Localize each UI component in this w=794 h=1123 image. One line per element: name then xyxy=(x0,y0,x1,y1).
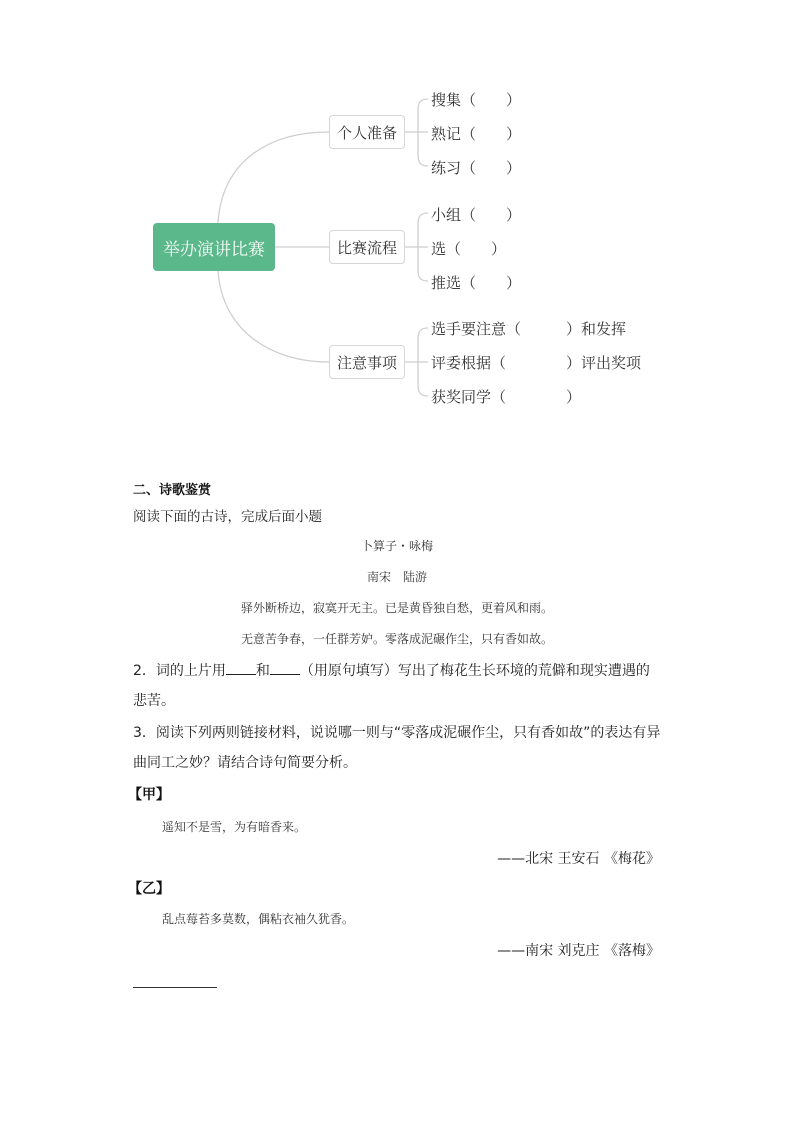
section-title: 二、诗歌鉴赏 xyxy=(133,483,212,498)
question-3-line-2: 曲同工之妙？请结合诗句简要分析。 xyxy=(133,755,357,771)
question-2-line-2: 悲苦。 xyxy=(133,693,175,709)
material-jia-label: 【甲】 xyxy=(128,787,170,803)
branch-contest-process xyxy=(329,230,405,264)
question-3-line-1: 3．阅读下列两则链接材料，说说哪一则与“零落成泥碾作尘，只有香如故”的表达有异 xyxy=(133,725,661,741)
connector-root-notes xyxy=(218,271,329,362)
leaf-collect: 搜集（ ） xyxy=(431,91,522,109)
q2-prefix: 2．词的上片用 xyxy=(133,663,226,679)
material-yi-label: 【乙】 xyxy=(128,881,170,897)
poem-line-2: 无意苦争春，一任群芳妒。零落成泥碾作尘，只有香如故。 xyxy=(240,632,553,646)
leaf-contestant-note: 选手要注意（ ）和发挥 xyxy=(431,320,627,338)
q2-suffix: （用原句填写）写出了梅花生长环境的荒僻和现实遭遇的 xyxy=(299,663,650,679)
leaf-nominate: 推选（ ） xyxy=(431,274,522,292)
question-2 xyxy=(133,660,650,680)
connector-root-personal xyxy=(218,132,329,223)
material-jia-attribution: ——北宋 王安石 《梅花》 xyxy=(497,851,660,867)
q2-mid: 和 xyxy=(255,663,270,679)
leaf-winners: 获奖同学（ ） xyxy=(431,388,582,406)
leaf-group: 小组（ ） xyxy=(431,206,522,224)
leaf-practice: 练习（ ） xyxy=(431,159,522,177)
leaf-memorize: 熟记（ ） xyxy=(431,125,522,143)
instruction-text: 阅读下面的古诗，完成后面小题 xyxy=(133,509,322,525)
material-yi-text: 乱点莓苔多莫数，偶粘衣袖久犹香。 xyxy=(162,912,355,926)
branch-label: 注意事项 xyxy=(336,353,397,372)
q2-blank-2[interactable] xyxy=(270,662,300,675)
mindmap-root-label: 举办演讲比赛 xyxy=(163,239,265,260)
leaf-judges-basis: 评委根据（ ）评出奖项 xyxy=(431,354,642,372)
poem-title: 卜算子・咏梅 xyxy=(360,539,433,553)
q2-blank-1[interactable] xyxy=(226,662,256,675)
poem-author: 南宋 陆游 xyxy=(366,570,427,584)
material-yi-attribution: ——南宋 刘克庄 《落梅》 xyxy=(497,943,660,959)
branch-label: 个人准备 xyxy=(336,123,397,142)
branch-personal-prep xyxy=(329,115,405,149)
poem-line-1: 驿外断桥边，寂寞开无主。已是黄昏独自愁，更着风和雨。 xyxy=(240,601,553,615)
material-jia-text: 遥知不是雪，为有暗香来。 xyxy=(162,820,307,834)
leaf-select: 选（ ） xyxy=(431,240,507,258)
footnote-rule xyxy=(133,987,217,988)
branch-notes xyxy=(329,345,405,379)
branch-label: 比赛流程 xyxy=(336,238,397,257)
mindmap-root-node xyxy=(153,223,275,271)
